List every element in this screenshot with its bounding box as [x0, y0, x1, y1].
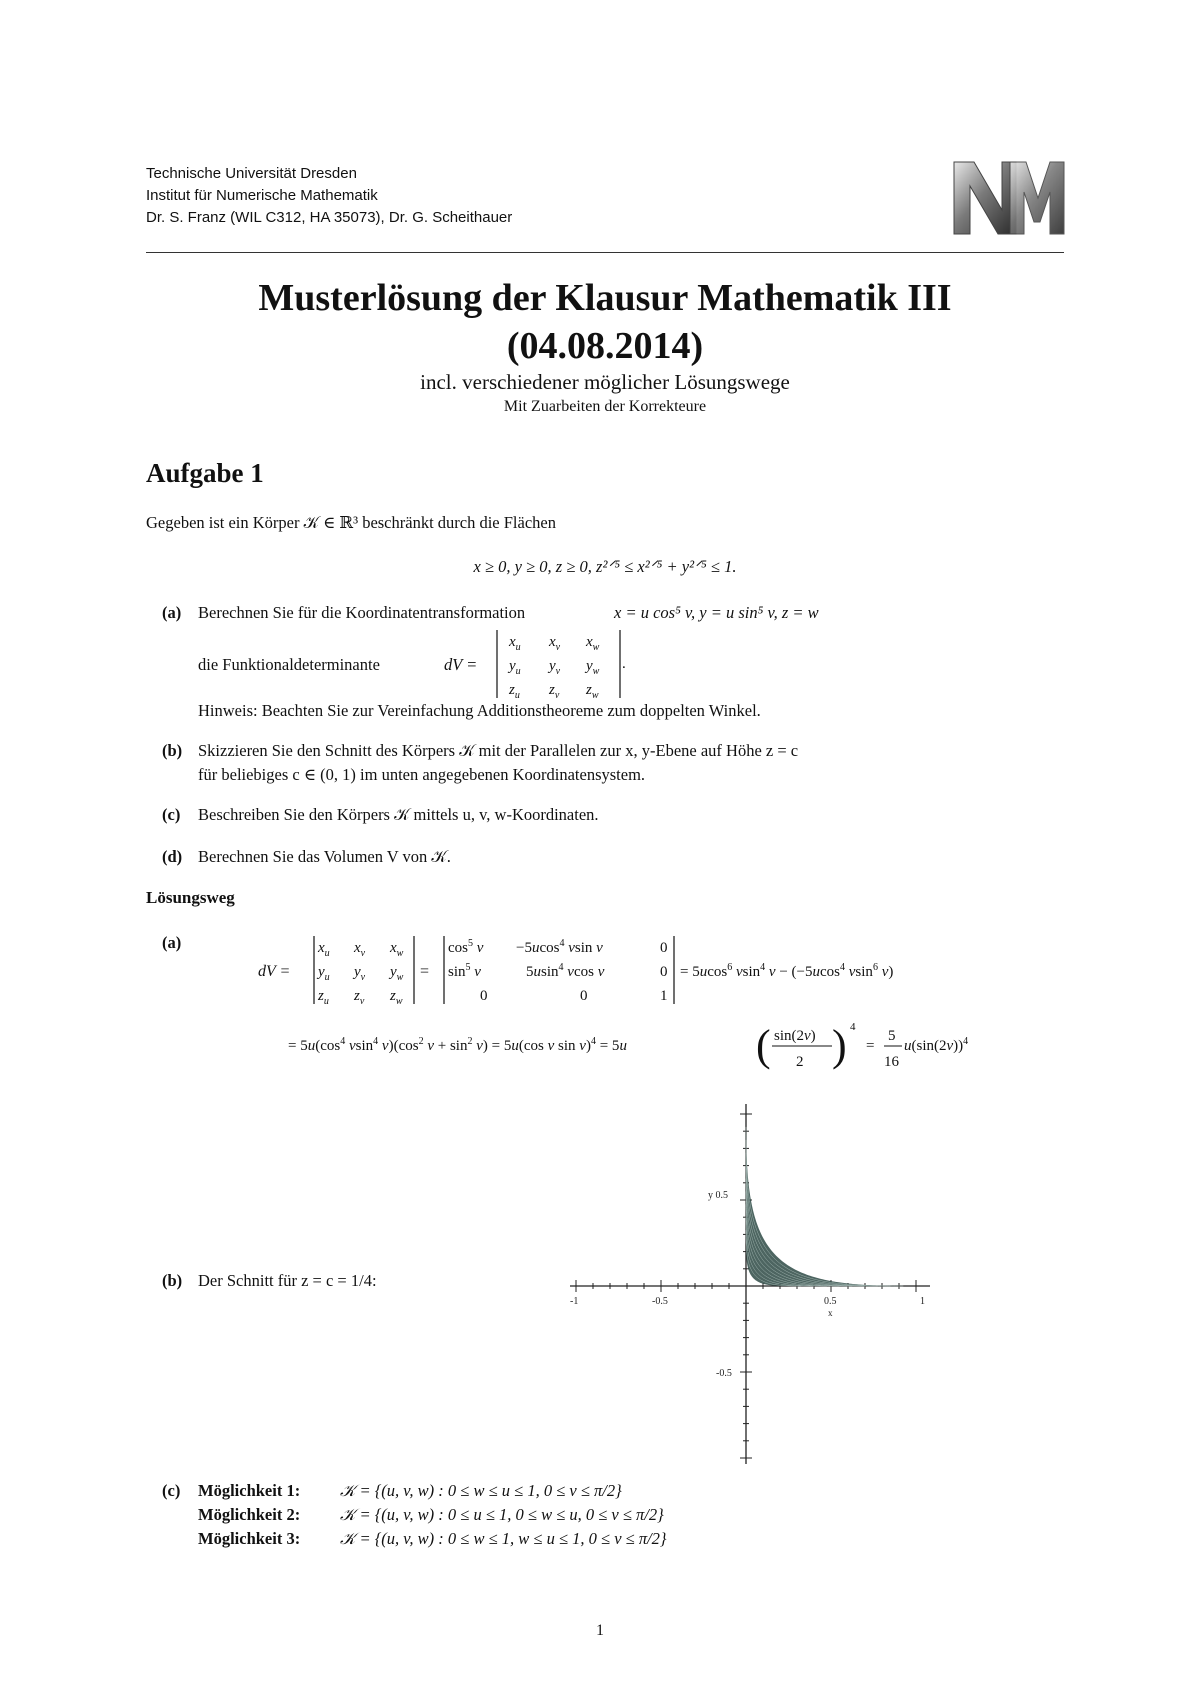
item-a-dv: dV = [444, 655, 478, 674]
solution-b-label: (b) [162, 1271, 183, 1290]
svg-text:xv: $x_v$ [549, 634, 561, 653]
possibility-2-formula: 𝒦 = {(u, v, w) : 0 ≤ u ≤ 1, 0 ≤ w ≤ u, 0 ≤ v ≤ π/2} [340, 1505, 664, 1524]
svg-text:=: = [420, 963, 430, 980]
svg-text:dV =: dV = [258, 963, 291, 980]
page-title: Musterlösung der Klausur Mathematik III (04.08.2014) [258, 277, 952, 367]
svg-text:yw: $y_w$ [586, 658, 600, 677]
svg-text:xv: $x_v$ [354, 940, 366, 959]
svg-text:(: ( [756, 1021, 771, 1070]
svg-text:yv: $y_v$ [354, 964, 366, 983]
svg-text:xw: $x_w$ [390, 940, 404, 959]
page-number: 1 [596, 1622, 604, 1639]
svg-text:zv: $z_v$ [549, 682, 560, 700]
item-a-text: Berechnen Sie für die Koordinatentransformation [198, 603, 526, 622]
svg-text:): ) [832, 1021, 847, 1070]
x-tick-label: -0.5 [652, 1296, 668, 1307]
item-a-label: (a) [162, 603, 182, 622]
svg-text:sin5 v: $\sin^5 v$ [448, 962, 481, 980]
possibility-3-label: Möglichkeit 3: [198, 1529, 301, 1548]
possibility-1-formula: 𝒦 = {(u, v, w) : 0 ≤ w ≤ u ≤ 1, 0 ≤ v ≤ π/2} [340, 1481, 622, 1500]
svg-text:0: 0 [480, 988, 488, 1004]
cross-section-plot [560, 1098, 936, 1468]
svg-text:yu: $y_u$ [509, 658, 521, 677]
item-c-text: Beschreiben Sie den Körpers 𝒦 mittels u, v, w-Koordinaten. [198, 805, 599, 824]
x-tick-label: 0.5 [824, 1296, 837, 1307]
svg-text:u(sin(2v))4: $u(\sin(2v))^4$ [904, 1036, 969, 1054]
item-d-label: (d) [162, 847, 183, 866]
svg-text:.: . [622, 656, 626, 672]
svg-text:zv: $z_v$ [354, 988, 365, 1007]
solution-a-label: (a) [162, 933, 182, 952]
task-inequalities: x ≥ 0, y ≥ 0, z ≥ 0, z²ᐟ⁵ ≤ x²ᐟ⁵ + y²ᐟ⁵ ≤ 1. [473, 557, 737, 576]
y-tick-label: -0.5 [716, 1368, 732, 1379]
page-subsubtitle: Mit Zuarbeiten der Korrekteure [503, 398, 707, 415]
x-tick-label: -1 [570, 1296, 579, 1307]
item-b-label: (b) [162, 741, 183, 760]
svg-text:0: 0 [660, 940, 668, 956]
svg-text:xw: $x_w$ [586, 634, 600, 653]
svg-text:= 5u(cos4 vsin4 v)(cos2 v + si: = $5u(\cos^4$ vsin$^4$ $v)(\cos^2$ $v + \sin^2 v) = 5u(\cos$ v sin v)$^4$ = 5u [288, 1036, 627, 1054]
x-tick-label: 1 [920, 1296, 925, 1307]
university-name: Technische Universität Dresden [146, 165, 357, 182]
svg-text:cos5 v: $\cos^5 v$ [448, 938, 484, 956]
svg-text:xu: $x_u$ [318, 940, 330, 959]
item-d-text: Berechnen Sie das Volumen V von 𝒦. [198, 847, 451, 866]
svg-text:−5ucos4 vsin v: −5ucos$^4$ vsin v [516, 938, 603, 956]
possibility-1-label: Möglichkeit 1: [198, 1481, 301, 1500]
svg-text:yu: $y_u$ [318, 964, 330, 983]
item-b-text: Skizzieren Sie den Schnitt des Körpers 𝒦 mit der Parallelen zur x, y-Ebene auf Höhe z = c [198, 741, 799, 760]
svg-text:sin(2v): sin(2v) [774, 1028, 816, 1044]
svg-text:xu: $x_u$ [509, 634, 521, 653]
institute-logo [952, 158, 1066, 236]
svg-text:yv: $y_v$ [549, 658, 561, 677]
solution-c-label: (c) [162, 1481, 181, 1500]
svg-text:=: = [866, 1038, 875, 1054]
possibility-2-label: Möglichkeit 2: [198, 1505, 301, 1524]
item-a-formula: x = u cos⁵ v, y = u sin⁵ v, z = w [614, 603, 819, 622]
svg-text:1: 1 [660, 988, 668, 1004]
x-axis-label: x [828, 1308, 833, 1318]
page-subtitle: incl. verschiedener möglicher Lösungswege [420, 370, 790, 394]
determinant-simplification [284, 1016, 1024, 1076]
svg-text:5: 5 [888, 1028, 896, 1044]
svg-text:zu: $z_u$ [318, 988, 329, 1007]
solution-b-text: Der Schnitt für z = c = 1/4: [198, 1271, 377, 1290]
jacobian-matrix [494, 628, 628, 700]
header-rule [146, 252, 1064, 253]
possibility-3-formula: 𝒦 = {(u, v, w) : 0 ≤ w ≤ 1, w ≤ u ≤ 1, 0 ≤ v ≤ π/2} [340, 1529, 667, 1548]
solution-heading: Lösungsweg [146, 888, 235, 907]
svg-text:zw: $z_w$ [390, 988, 403, 1007]
item-b-text2: für beliebiges c ∈ (0, 1) im unten angegebenen Koordinatensystem. [198, 765, 646, 784]
task-heading: Aufgabe 1 [146, 458, 264, 488]
svg-text:16: 16 [884, 1054, 899, 1070]
svg-text:5usin4 vcos v: 5usin$^4$ vcos v [526, 962, 605, 980]
item-a-text2: die Funktionaldeterminante [198, 655, 380, 674]
svg-text:4: 4 [850, 1021, 856, 1033]
svg-text:= 5ucos6 vsin4 v − (−5ucos4 vs: = 5ucos$^6$ vsin$^4$ v − (−5ucos$^4$ vsin$^6$ v) [680, 962, 894, 980]
svg-text:2: 2 [796, 1054, 804, 1070]
svg-text:zu: $z_u$ [509, 682, 520, 700]
institute-name: Institut für Numerische Mathematik [146, 187, 378, 204]
document-header [146, 163, 512, 229]
svg-text:yw: $y_w$ [390, 964, 404, 983]
item-c-label: (c) [162, 805, 181, 824]
svg-text:0: 0 [580, 988, 588, 1004]
task-intro: Gegeben ist ein Körper 𝒦 ∈ ℝ³ beschränkt durch die Flächen [146, 513, 556, 532]
svg-text:0: 0 [660, 964, 668, 980]
item-a-hint: Hinweis: Beachten Sie zur Vereinfachung Additionstheoreme zum doppelten Winkel. [198, 701, 761, 720]
determinant-equation [254, 930, 1014, 1012]
author-line: Dr. S. Franz (WIL C312, HA 35073), Dr. G. Scheithauer [146, 209, 513, 226]
svg-text:zw: $z_w$ [586, 682, 599, 700]
y-tick-label: y 0.5 [708, 1190, 728, 1201]
